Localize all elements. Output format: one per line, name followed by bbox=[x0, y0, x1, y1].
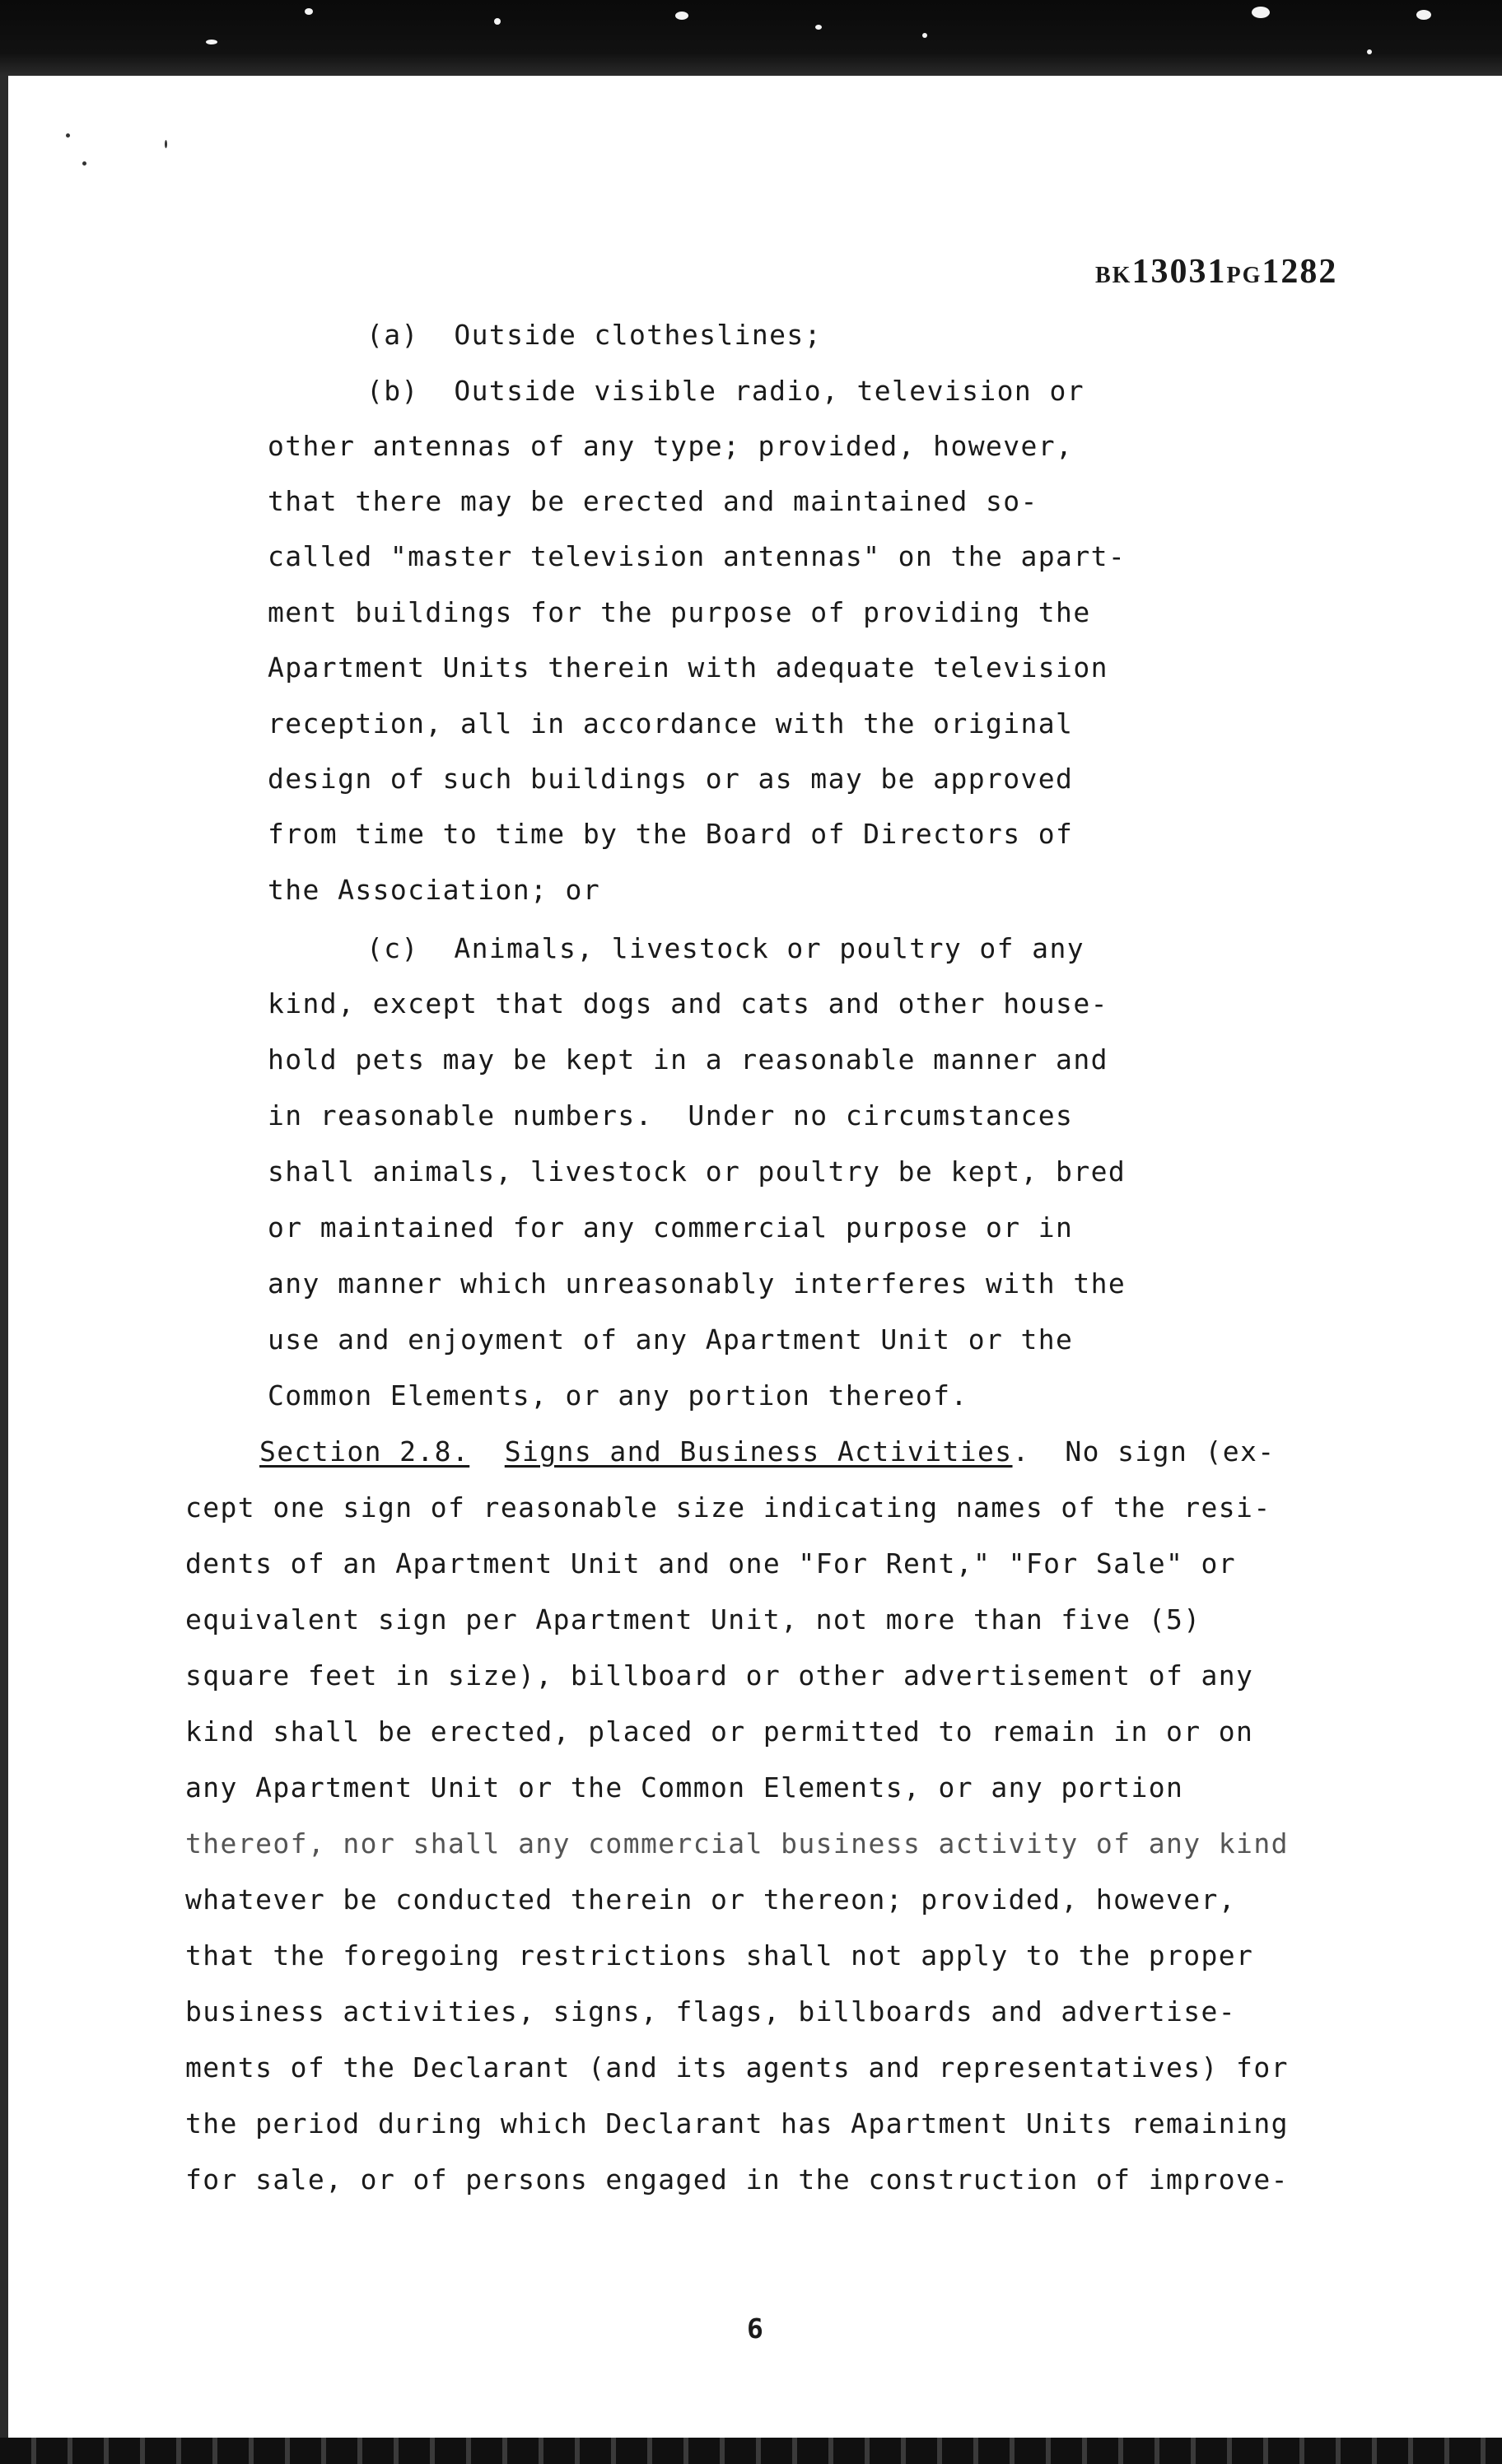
text-line: reception, all in accordance with the original bbox=[268, 707, 1074, 740]
text-line: that there may be erected and maintained so- bbox=[268, 485, 1038, 517]
text-line: (a) Outside clotheslines; bbox=[366, 319, 822, 351]
scan-border-top bbox=[0, 0, 1502, 76]
text-line: any Apartment Unit or the Common Elements, or any portion bbox=[185, 1771, 1184, 1804]
book-page-reference: BK13031PG1282 bbox=[1095, 253, 1338, 291]
text-line: shall animals, livestock or poultry be kept, bred bbox=[268, 1155, 1126, 1188]
text-line: cept one sign of reasonable size indicating names of the resi- bbox=[185, 1491, 1271, 1524]
text-line: Common Elements, or any portion thereof. bbox=[268, 1379, 968, 1412]
text-line: ment buildings for the purpose of providing the bbox=[268, 596, 1091, 628]
dust-speck bbox=[82, 161, 86, 166]
text-line: whatever be conducted therein or thereon; provided, however, bbox=[185, 1883, 1237, 1916]
section-number: Section 2.8. bbox=[259, 1435, 470, 1468]
dust-speck bbox=[66, 133, 70, 138]
text-line: hold pets may be kept in a reasonable manner and bbox=[268, 1043, 1108, 1076]
section-title: Signs and Business Activities bbox=[504, 1435, 1013, 1468]
text-line: for sale, or of persons engaged in the construction of improve- bbox=[185, 2163, 1289, 2196]
text-line: the period during which Declarant has Apartment Units remaining bbox=[185, 2107, 1289, 2140]
text-line: called "master television antennas" on the apart- bbox=[268, 540, 1126, 572]
section-heading-line bbox=[259, 1435, 1276, 1468]
page-number: 6 bbox=[747, 2312, 763, 2345]
text-line: from time to time by the Board of Directors of bbox=[268, 818, 1074, 850]
dust-speck bbox=[165, 140, 167, 148]
text-line: kind shall be erected, placed or permitted to remain in or on bbox=[185, 1715, 1254, 1748]
scan-border-bottom bbox=[0, 2438, 1502, 2464]
text-line: (c) Animals, livestock or poultry of any bbox=[366, 932, 1085, 964]
text-line: kind, except that dogs and cats and other house- bbox=[268, 987, 1108, 1020]
section-first-line-text: . No sign (ex- bbox=[1012, 1435, 1276, 1468]
text-line: or maintained for any commercial purpose or in bbox=[268, 1211, 1074, 1244]
text-line: any manner which unreasonably interferes with the bbox=[268, 1267, 1126, 1300]
text-line: use and enjoyment of any Apartment Unit or the bbox=[268, 1323, 1074, 1356]
text-line: in reasonable numbers. Under no circumstances bbox=[268, 1099, 1074, 1132]
text-line: Apartment Units therein with adequate television bbox=[268, 651, 1108, 684]
scan-border-left bbox=[0, 76, 8, 2438]
text-line: the Association; or bbox=[268, 874, 601, 906]
text-line: ments of the Declarant (and its agents and representatives) for bbox=[185, 2051, 1289, 2084]
text-line: square feet in size), billboard or other advertisement of any bbox=[185, 1659, 1254, 1692]
text-line: dents of an Apartment Unit and one "For Rent," "For Sale" or bbox=[185, 1547, 1237, 1580]
text-line: design of such buildings or as may be approved bbox=[268, 763, 1074, 795]
text-line: other antennas of any type; provided, however, bbox=[268, 430, 1074, 462]
text-line: that the foregoing restrictions shall not apply to the proper bbox=[185, 1939, 1254, 1972]
text-line: thereof, nor shall any commercial business activity of any kind bbox=[185, 1827, 1289, 1860]
text-line: business activities, signs, flags, billboards and advertise- bbox=[185, 1995, 1237, 2028]
text-line: equivalent sign per Apartment Unit, not more than five (5) bbox=[185, 1603, 1201, 1636]
text-line: (b) Outside visible radio, television or bbox=[366, 375, 1085, 407]
